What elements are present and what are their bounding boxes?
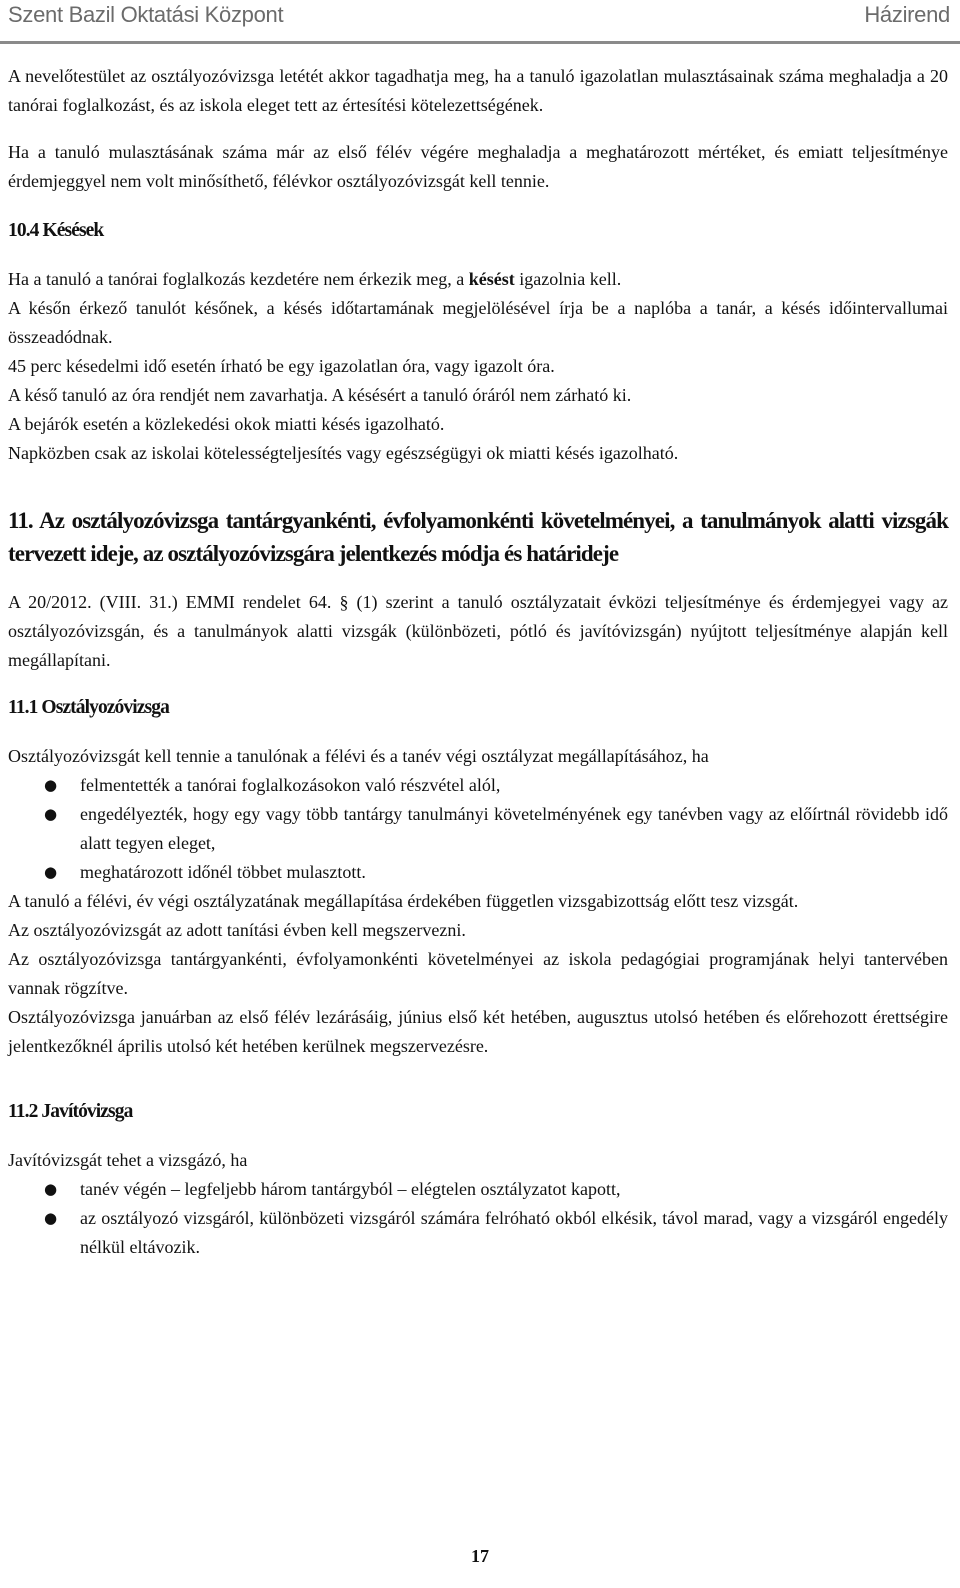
paragraph: Ha a tanuló a tanórai foglalkozás kezdetére nem érkezik meg, a késést igazolnia kell. [8,269,622,289]
paragraph: Osztályozóvizsga januárban az első félév lezárásáig, június első két hetében, augusztus utolsó hetében és előrehozott érettségire jelentkezőknél április utolsó két hetében kerülnek megszervezésre. [8,1007,948,1056]
paragraph: Az osztályozóvizsgát az adott tanítási évben kell megszervezni. [8,920,466,940]
paragraph: A nevelőtestület az osztályozóvizsga letétét akkor tagadhatja meg, ha a tanuló igazolatlan mulasztásainak száma meghaladja a 20 tanórai foglalkozást, és az iskola eleget tett az értesítési kötelezettségének. [8,66,948,115]
bullet-icon: ● [44,863,58,881]
header-institution: Szent Bazil Oktatási Központ [8,2,284,27]
section-heading-10-4: 10.4 Késések [8,220,104,241]
list-item: ● meghatározott időnél többet mulasztott. [8,858,948,887]
list-item: ● tanév végén – legfeljebb három tantárgyból – elégtelen osztályzatot kapott, [8,1175,948,1204]
paragraph: A késő tanuló az óra rendjét nem zavarhatja. A késésért a tanuló óráról nem zárható ki. [8,385,632,405]
paragraph: A későn érkező tanulót későnek, a késés időtartamának megjelölésével írja be a naplóba a tanár, a késés időintervallumai összeadódnak. [8,298,948,347]
section-heading-11-2: 11.2 Javítóvizsga [8,1101,133,1122]
bold-term: késést [468,269,515,289]
paragraph: 45 perc késedelmi idő esetén írható be egy igazolatlan óra, vagy igazolt óra. [8,356,555,376]
bullet-icon: ● [44,776,58,794]
page-header [0,0,960,44]
document-body [8,62,948,1262]
paragraph: Javítóvizsgát tehet a vizsgázó, ha [8,1150,248,1170]
page-number: 17 [471,1546,489,1566]
bullet-list [8,771,948,887]
list-item: ● engedélyezték, hogy egy vagy több tantárgy tanulmányi követelményének egy tanévben vagy az előírtnál rövidebb idő alatt tegyen eleget, [8,800,948,858]
bullet-icon: ● [44,1209,58,1227]
paragraph: Napközben csak az iskolai kötelességteljesítés vagy egészségügyi ok miatti késés igazolható. [8,443,679,463]
list-item: ● az osztályozó vizsgáról, különbözeti vizsgáról számára felróható okból elkésik, távol marad, vagy a vizsgáról engedély nélkül eltávozik. [8,1204,948,1262]
header-document-title: Házirend [864,2,950,27]
bullet-icon: ● [44,805,58,823]
bullet-list [8,1175,948,1262]
paragraph: Az osztályozóvizsga tantárgyankénti, évfolyamonkénti követelményei az iskola pedagógiai programjának helyi tantervében vannak rögzítve. [8,949,948,998]
paragraph: A tanuló a félévi, év végi osztályzatának megállapítása érdekében független vizsgabizottság előtt tesz vizsgát. [8,891,799,911]
paragraph: Ha a tanuló mulasztásának száma már az első félév végére meghaladja a meghatározott mértéket, és emiatt teljesítménye érdemjeggyel nem volt minősíthető, félévkor osztályozóvizsgát kell tennie. [8,142,948,191]
section-heading-11-1: 11.1 Osztályozóvizsga [8,697,169,718]
list-item: ● felmentették a tanórai foglalkozásokon való részvétel alól, [8,771,948,800]
paragraph: A 20/2012. (VIII. 31.) EMMI rendelet 64. § (1) szerint a tanuló osztályzatait évközi teljesítménye és érdemjegyei vagy az osztályozóvizsgán, és a tanulmányok alatti vizsgák (különbözeti, pótló és javítóvizsgán) nyújtott teljesítménye alapján kell megállapítani. [8,592,948,670]
paragraph: Osztályozóvizsgát kell tennie a tanulónak a félévi és a tanév végi osztályzat megállapításához, ha [8,746,709,766]
section-heading-11: 11. Az osztályozóvizsga tantárgyankénti, évfolyamonkénti követelményei, a tanulmányok alatti vizsgák tervezett ideje, az osztályozóvizsgára jelentkezés módja és határideje [8,508,948,566]
paragraph: A bejárók esetén a közlekedési okok miatti késés igazolható. [8,414,445,434]
bullet-icon: ● [44,1180,58,1198]
